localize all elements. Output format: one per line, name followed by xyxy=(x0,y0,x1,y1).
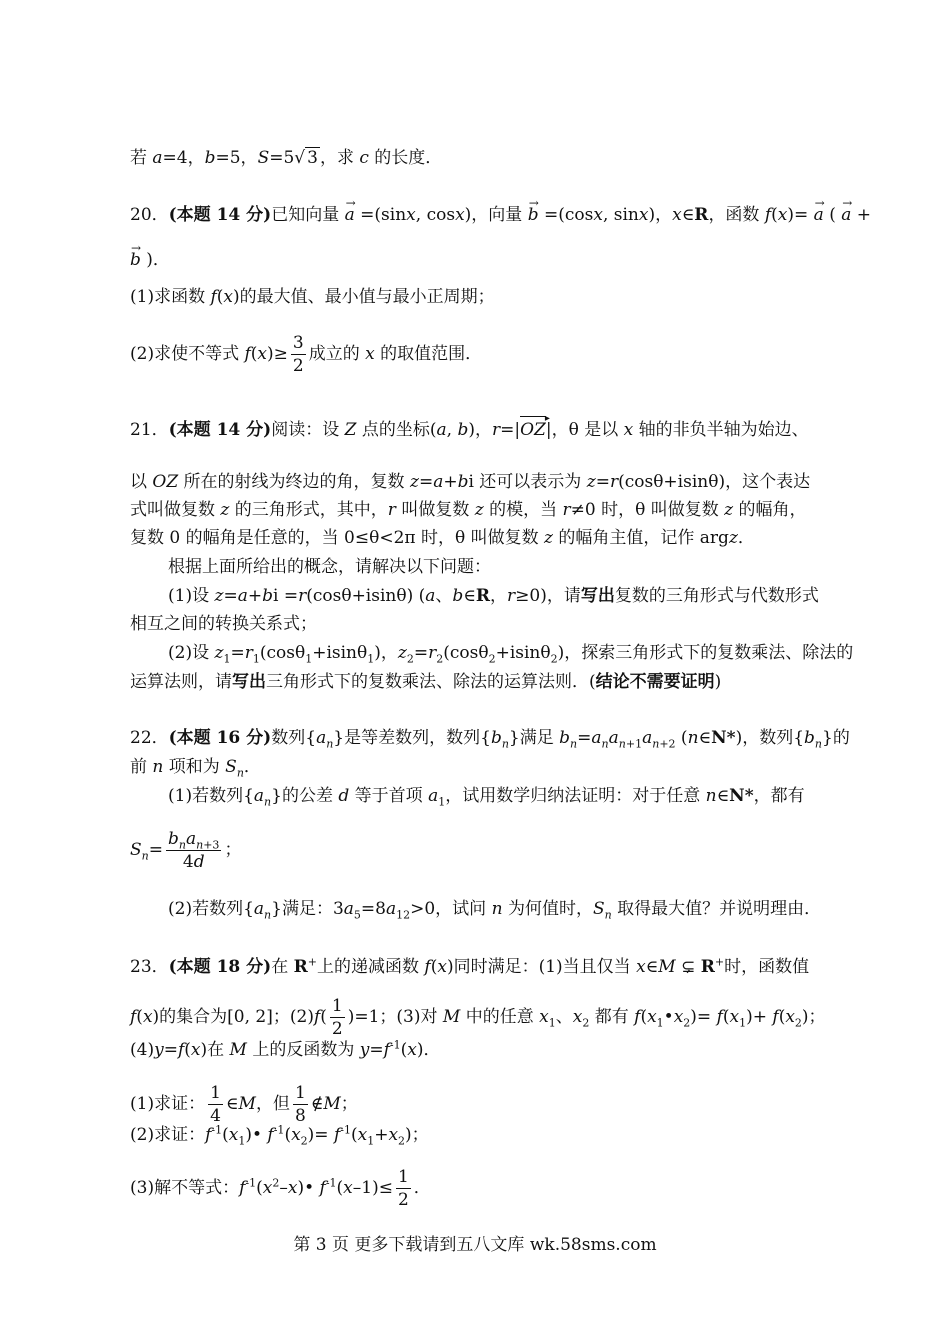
q23-part1: (1)求证： $\frac{1}{4}$ ∈M，但 $\frac{1}{8}$ ∉M； xyxy=(130,1083,358,1126)
page-footer: 第 3 页 更多下载请到五八文库 wk.58sms.com xyxy=(293,1235,657,1255)
q21-line9: 运算法则，请写出三角形式下的复数乘法、除法的运算法则．(结论不需要证明) xyxy=(130,672,722,692)
q23-line3: (4)y=f(x)在 M 上的反函数为 $y=f^{-1}(x)$． xyxy=(130,1038,441,1060)
q23-part2: (2)求证：$f^{-1}(x_1)•$ $f^{-1}(x_2)= f^{-1}(x_1+x_2)$； xyxy=(130,1123,429,1148)
q23-line2: f(x)的集合为[0, 2]；(2)f( $\frac{1}{2}$ )=1；(3)对 M 中的任意 $x_1$、$x_2$ 都有 $f(x_1•x_2)= f(x_1)+ f(x_2)$； xyxy=(130,996,826,1039)
q23-part3: (3)解不等式：$f^{-1}(x^2-x)•$ $f^{-1}(x-1)\le$ $\frac{1}{2}$ ． xyxy=(130,1167,431,1210)
q23-line1: 23．(本题 18 分)在 R+上的递减函数 f(x)同时满足：(1)当且仅当 x∈M ⊊ R+时，函数值 xyxy=(130,955,810,977)
q20-part1: (1)求函数 f(x)的最大值、最小值与最小正周期； xyxy=(130,287,495,307)
q20-stem: 20．(本题 14 分)已知向量 → a =(sinx, cosx)，向量 → b =(cosx, sinx)，x∈R，函数 f(x)= → a ( → a + xyxy=(130,203,871,227)
q22-line2: 前 n 项和为 $S_n$． xyxy=(130,757,261,780)
q20-stem-cont: → b )． xyxy=(130,248,170,272)
q21-line1: 21．(本题 14 分)阅读：设 Z 点的坐标(a, b)，r=|OZ ▸|，θ 是以 x 轴的非负半轴为始边、 xyxy=(130,416,809,442)
q21-line2: 以 OZ 所在的射线为终边的角，复数 z=a+bi 还可以表示为 z=r(cosθ+isinθ)，这个表达 xyxy=(130,472,811,492)
q22-line3: (1)若数列$\{a_n\}$的公差 d 等于首项 $a_1$，试用数学归纳法证明：对于任意 n∈N*，都有 xyxy=(168,786,805,809)
q22-line4: $S_n=$ $\frac{b_na_{n+3}}{4d}$ ； xyxy=(130,829,242,872)
q20-part2: (2)求使不等式 f(x)≥ $\frac{3}{2}$ 成立的 x 的取值范围． xyxy=(130,333,483,376)
q21-line3: 式叫做复数 z 的三角形式，其中，r 叫做复数 z 的模，当 r≠0 时，θ 叫做复数 z 的幅角， xyxy=(130,500,807,520)
q21-line6: (1)设 z=a+bi =r(cosθ+isinθ) (a、b∈R，r≥0)，请写出复数的三角形式与代数形式 xyxy=(168,586,819,606)
q22-line5: (2)若数列$\{a_n\}$满足：$3a_5=8a_{12}>0$，试问 n 为何值时，$S_n$ 取得最大值？并说明理由． xyxy=(168,899,822,922)
q21-line8: (2)设 $z_1=r_1(\cos\theta_1+isin\theta_1)$，$z_2=r_2(\cos\theta_2+isin\theta_2)$，探索三角形式下的复数乘法、除法的 xyxy=(168,643,854,666)
sqrt-symbol: √ 3 xyxy=(294,148,318,168)
q21-line4: 复数 0 的幅角是任意的，当 0≤θ<2π 时，θ 叫做复数 z 的幅角主值，记作 argz． xyxy=(130,528,755,548)
q22-line1: 22．(本题 16 分)数列$\{a_n\}$是等差数列，数列$\{b_n\}$满足 $b_n=a_na_{n+1}a_{n+2}$ (n∈N*)，数列$\{b_n\}$的 xyxy=(130,728,850,751)
q21-line5: 根据上面所给出的概念，请解决以下问题： xyxy=(168,557,491,577)
q21-line7: 相互之间的转换关系式； xyxy=(130,614,317,634)
q19-tail: 若 a=4，b=5，S=5√ 3 ，求 c 的长度． xyxy=(130,148,443,168)
